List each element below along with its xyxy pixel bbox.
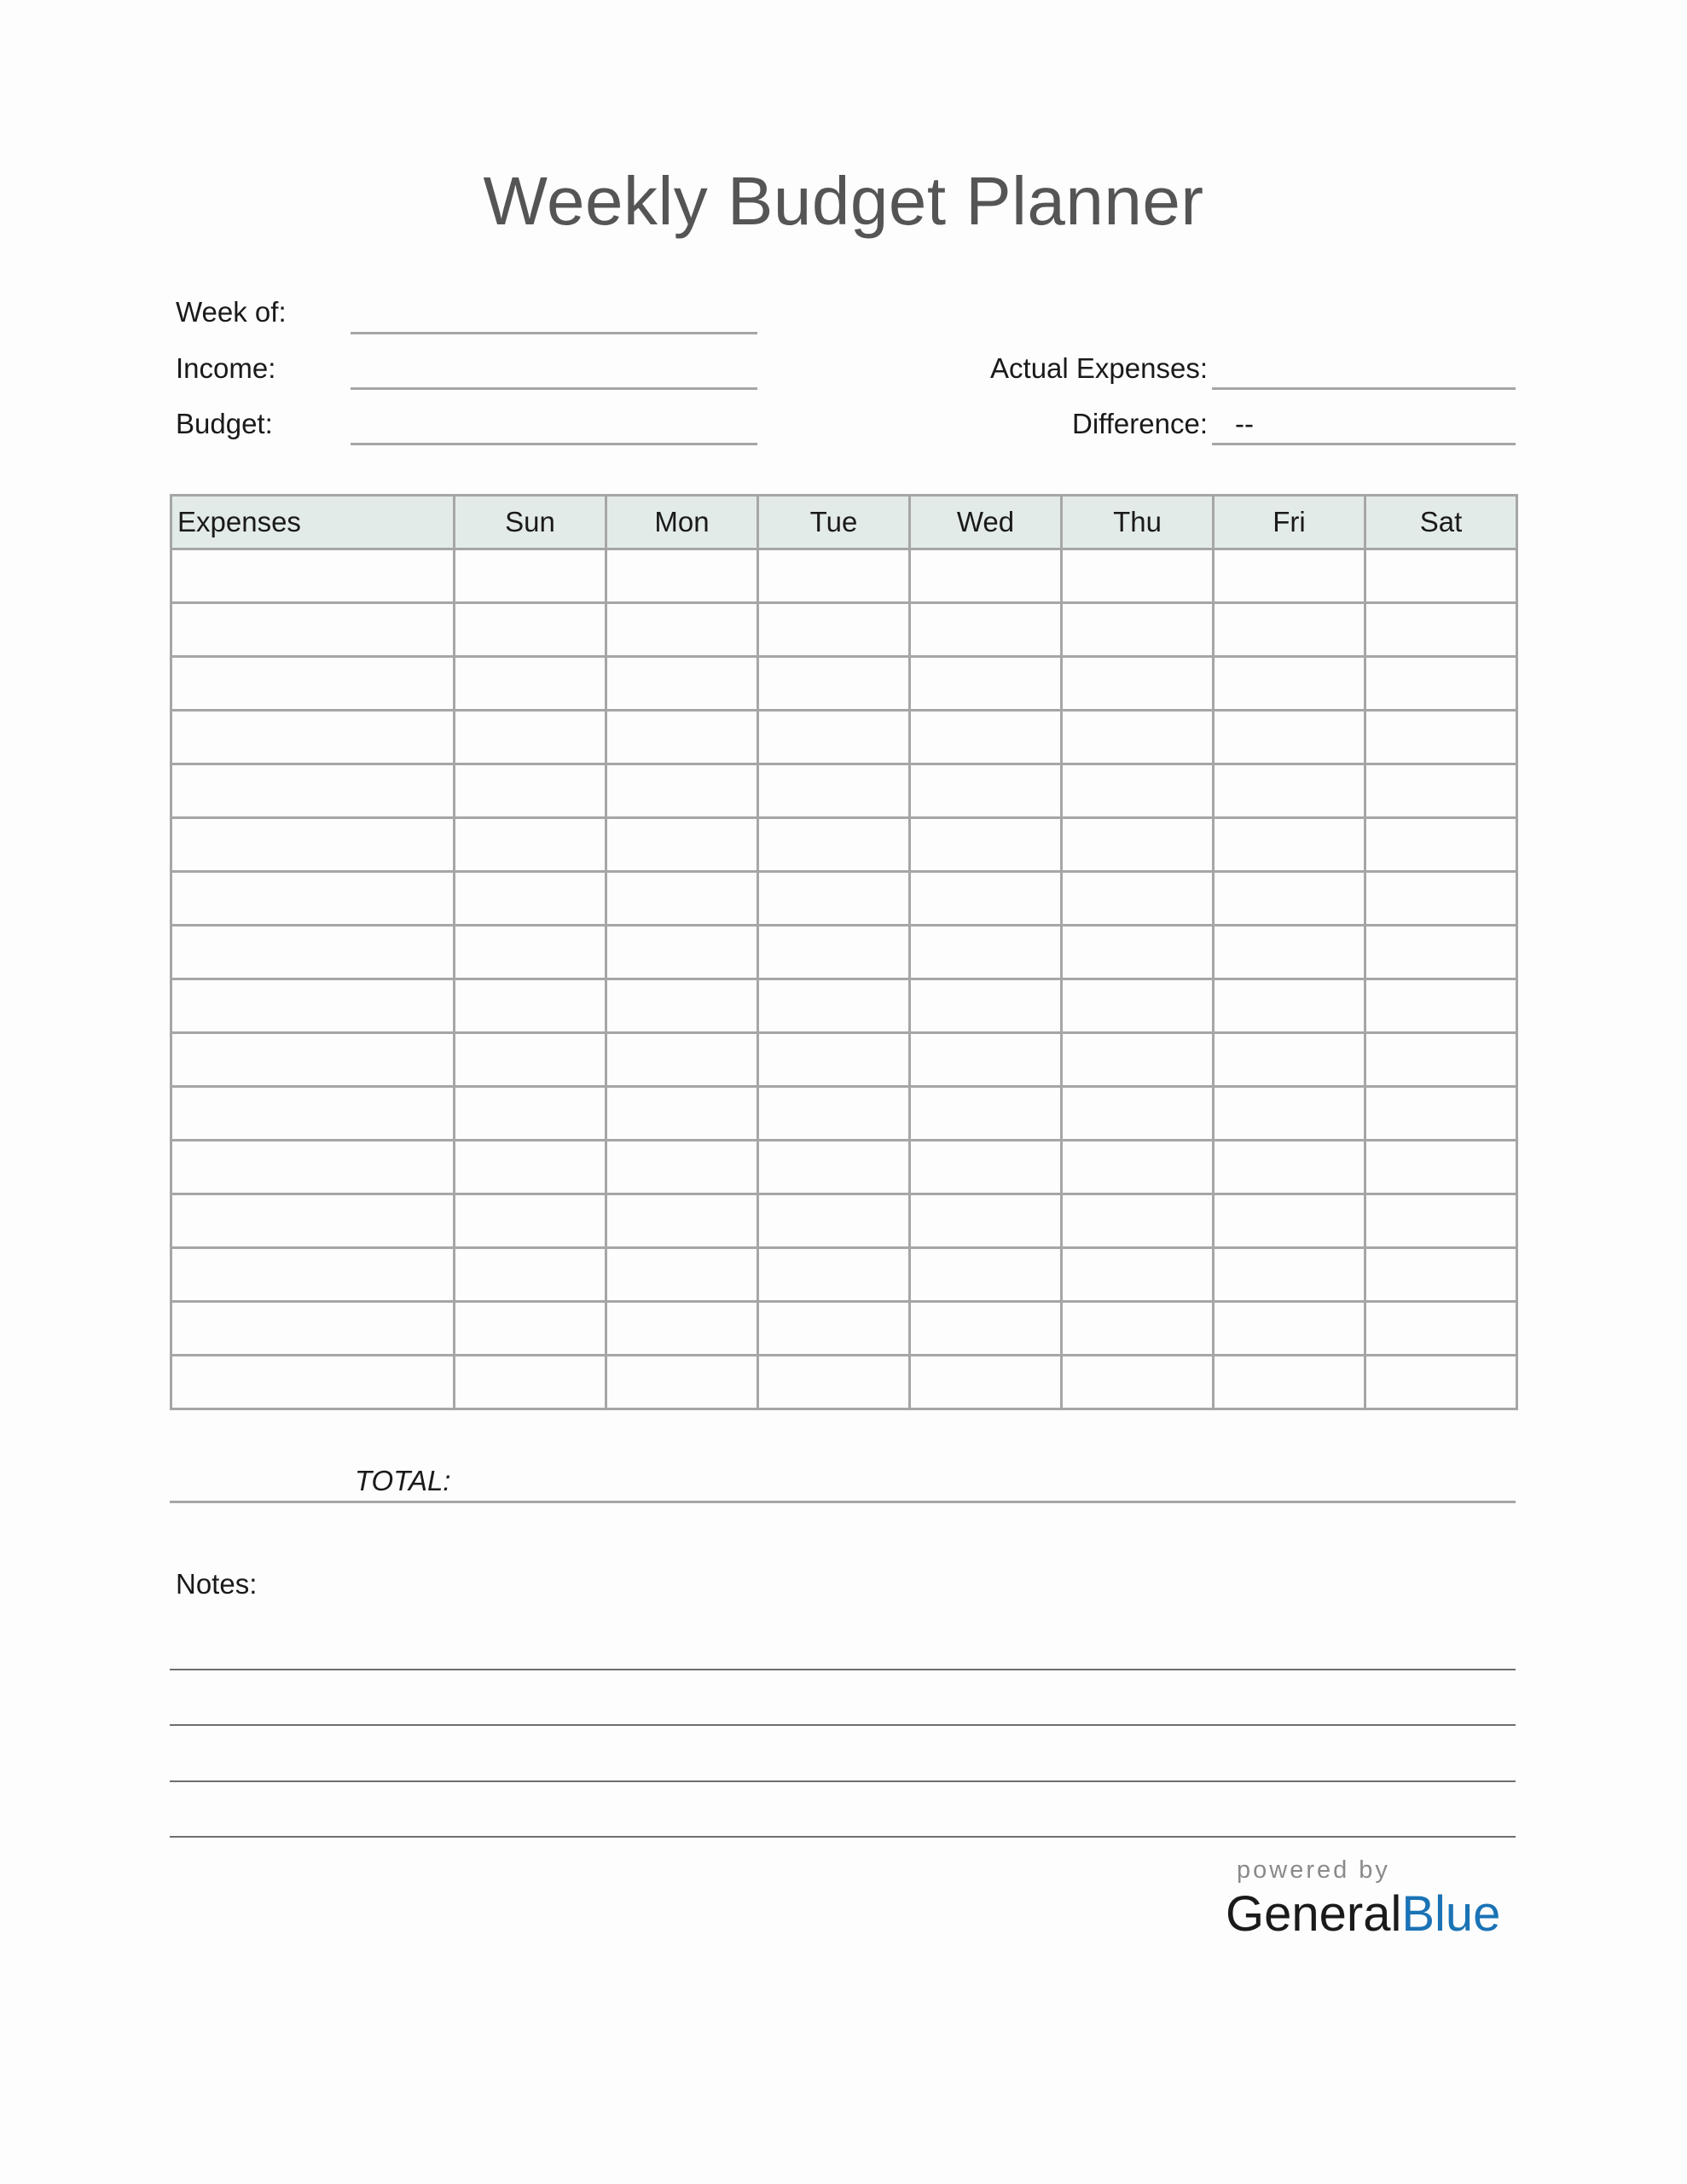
day-amount-cell[interactable]	[1214, 1356, 1365, 1409]
day-amount-cell[interactable]	[1365, 603, 1517, 657]
day-amount-cell[interactable]	[758, 549, 910, 603]
day-amount-cell[interactable]	[1214, 1302, 1365, 1356]
day-amount-cell[interactable]	[455, 711, 606, 764]
table-row	[171, 657, 1517, 711]
day-amount-cell[interactable]	[1062, 872, 1214, 926]
day-amount-cell[interactable]	[910, 926, 1062, 979]
expense-name-cell[interactable]	[171, 979, 455, 1033]
day-amount-cell[interactable]	[910, 1248, 1062, 1302]
day-amount-cell[interactable]	[1062, 926, 1214, 979]
day-amount-cell[interactable]	[910, 764, 1062, 818]
day-amount-cell[interactable]	[1214, 1194, 1365, 1248]
notes-line[interactable]	[170, 1724, 1516, 1726]
day-amount-cell[interactable]	[1214, 1033, 1365, 1087]
budget-label: Budget:	[176, 408, 273, 439]
day-amount-cell[interactable]	[1062, 818, 1214, 872]
table-row	[171, 1248, 1517, 1302]
day-amount-cell[interactable]	[1062, 1356, 1214, 1409]
day-amount-cell[interactable]	[758, 926, 910, 979]
day-amount-cell[interactable]	[910, 657, 1062, 711]
day-amount-cell[interactable]	[1214, 657, 1365, 711]
expense-name-cell[interactable]	[171, 1356, 455, 1409]
day-amount-cell[interactable]	[1365, 979, 1517, 1033]
table-row	[171, 549, 1517, 603]
week-of-field[interactable]	[351, 332, 757, 334]
day-amount-cell[interactable]	[910, 1356, 1062, 1409]
expense-name-cell[interactable]	[171, 872, 455, 926]
day-amount-cell[interactable]	[910, 1033, 1062, 1087]
day-amount-cell[interactable]	[1365, 764, 1517, 818]
day-amount-cell[interactable]	[455, 603, 606, 657]
day-amount-cell[interactable]	[1214, 764, 1365, 818]
day-amount-cell[interactable]	[1214, 711, 1365, 764]
expense-name-cell[interactable]	[171, 1248, 455, 1302]
table-row	[171, 1356, 1517, 1409]
day-amount-cell[interactable]	[1365, 1087, 1517, 1141]
week-of-label: Week of:	[176, 296, 287, 328]
brand-name-general: General	[1226, 1886, 1402, 1942]
day-amount-cell[interactable]	[455, 657, 606, 711]
table-row	[171, 818, 1517, 872]
header-thu: Thu	[1062, 496, 1214, 549]
day-amount-cell[interactable]	[606, 711, 758, 764]
day-amount-cell[interactable]	[910, 872, 1062, 926]
day-amount-cell[interactable]	[606, 549, 758, 603]
expense-name-cell[interactable]	[171, 711, 455, 764]
brand-logo	[1226, 1885, 1500, 1943]
day-amount-cell[interactable]	[1214, 1141, 1365, 1194]
notes-label: Notes:	[176, 1568, 258, 1600]
day-amount-cell[interactable]	[758, 1356, 910, 1409]
day-amount-cell[interactable]	[1062, 1087, 1214, 1141]
day-amount-cell[interactable]	[606, 657, 758, 711]
income-label: Income:	[176, 352, 276, 384]
day-amount-cell[interactable]	[1214, 818, 1365, 872]
day-amount-cell[interactable]	[758, 603, 910, 657]
day-amount-cell[interactable]	[455, 1248, 606, 1302]
table-row	[171, 603, 1517, 657]
expense-name-cell[interactable]	[171, 926, 455, 979]
page-title: Weekly Budget Planner	[483, 163, 1204, 239]
day-amount-cell[interactable]	[455, 1087, 606, 1141]
day-amount-cell[interactable]	[606, 872, 758, 926]
day-amount-cell[interactable]	[1062, 1033, 1214, 1087]
day-amount-cell[interactable]	[1062, 1248, 1214, 1302]
expense-name-cell[interactable]	[171, 657, 455, 711]
day-amount-cell[interactable]	[1214, 1248, 1365, 1302]
expense-name-cell[interactable]	[171, 818, 455, 872]
day-amount-cell[interactable]	[1365, 549, 1517, 603]
day-amount-cell[interactable]	[1214, 603, 1365, 657]
day-amount-cell[interactable]	[758, 872, 910, 926]
day-amount-cell[interactable]	[606, 818, 758, 872]
day-amount-cell[interactable]	[455, 872, 606, 926]
day-amount-cell[interactable]	[758, 764, 910, 818]
day-amount-cell[interactable]	[455, 979, 606, 1033]
expense-name-cell[interactable]	[171, 764, 455, 818]
income-field[interactable]	[351, 387, 757, 390]
difference-value: --	[1235, 408, 1254, 439]
day-amount-cell[interactable]	[1365, 818, 1517, 872]
day-amount-cell[interactable]	[606, 1248, 758, 1302]
notes-line[interactable]	[170, 1780, 1516, 1782]
day-amount-cell[interactable]	[455, 764, 606, 818]
day-amount-cell[interactable]	[1365, 1302, 1517, 1356]
table-row	[171, 1194, 1517, 1248]
day-amount-cell[interactable]	[1062, 1194, 1214, 1248]
day-amount-cell[interactable]	[910, 1141, 1062, 1194]
day-amount-cell[interactable]	[455, 1356, 606, 1409]
difference-label: Difference:	[1072, 408, 1208, 439]
day-amount-cell[interactable]	[758, 1087, 910, 1141]
day-amount-cell[interactable]	[1365, 1356, 1517, 1409]
total-label: TOTAL:	[355, 1465, 451, 1496]
expense-name-cell[interactable]	[171, 1194, 455, 1248]
day-amount-cell[interactable]	[758, 1302, 910, 1356]
day-amount-cell[interactable]	[1365, 657, 1517, 711]
day-amount-cell[interactable]	[455, 926, 606, 979]
day-amount-cell[interactable]	[606, 1033, 758, 1087]
day-amount-cell[interactable]	[1365, 1194, 1517, 1248]
day-amount-cell[interactable]	[606, 1087, 758, 1141]
day-amount-cell[interactable]	[606, 1194, 758, 1248]
day-amount-cell[interactable]	[910, 979, 1062, 1033]
day-amount-cell[interactable]	[1365, 711, 1517, 764]
day-amount-cell[interactable]	[455, 1033, 606, 1087]
table-row	[171, 1141, 1517, 1194]
expense-name-cell[interactable]	[171, 549, 455, 603]
day-amount-cell[interactable]	[758, 711, 910, 764]
notes-line[interactable]	[170, 1669, 1516, 1670]
day-amount-cell[interactable]	[1062, 603, 1214, 657]
day-amount-cell[interactable]	[758, 1248, 910, 1302]
expense-name-cell[interactable]	[171, 1033, 455, 1087]
day-amount-cell[interactable]	[1214, 872, 1365, 926]
day-amount-cell[interactable]	[1214, 1087, 1365, 1141]
table-row	[171, 872, 1517, 926]
day-amount-cell[interactable]	[910, 549, 1062, 603]
budget-field[interactable]	[351, 443, 757, 445]
day-amount-cell[interactable]	[455, 1302, 606, 1356]
expense-name-cell[interactable]	[171, 1302, 455, 1356]
day-amount-cell[interactable]	[910, 1087, 1062, 1141]
table-header-row	[171, 496, 1517, 549]
header-mon: Mon	[606, 496, 758, 549]
header-fri: Fri	[1214, 496, 1365, 549]
day-amount-cell[interactable]	[1365, 1141, 1517, 1194]
expense-name-cell[interactable]	[171, 603, 455, 657]
table-row	[171, 1033, 1517, 1087]
day-amount-cell[interactable]	[1214, 549, 1365, 603]
table-row	[171, 764, 1517, 818]
table-row	[171, 1302, 1517, 1356]
table-row	[171, 711, 1517, 764]
day-amount-cell[interactable]	[1062, 1302, 1214, 1356]
header-expenses: Expenses	[171, 496, 455, 549]
day-amount-cell[interactable]	[606, 603, 758, 657]
day-amount-cell[interactable]	[606, 1141, 758, 1194]
notes-line[interactable]	[170, 1836, 1516, 1838]
table-row	[171, 926, 1517, 979]
day-amount-cell[interactable]	[1062, 657, 1214, 711]
table-row	[171, 979, 1517, 1033]
header-wed: Wed	[910, 496, 1062, 549]
day-amount-cell[interactable]	[1062, 979, 1214, 1033]
day-amount-cell[interactable]	[910, 1302, 1062, 1356]
day-amount-cell[interactable]	[606, 764, 758, 818]
day-amount-cell[interactable]	[758, 1141, 910, 1194]
day-amount-cell[interactable]	[606, 926, 758, 979]
day-amount-cell[interactable]	[758, 657, 910, 711]
actual-expenses-label: Actual Expenses:	[990, 352, 1208, 384]
day-amount-cell[interactable]	[1365, 872, 1517, 926]
day-amount-cell[interactable]	[1062, 711, 1214, 764]
day-amount-cell[interactable]	[758, 1194, 910, 1248]
day-amount-cell[interactable]	[1365, 1033, 1517, 1087]
day-amount-cell[interactable]	[1062, 549, 1214, 603]
day-amount-cell[interactable]	[910, 603, 1062, 657]
actual-expenses-field[interactable]	[1212, 387, 1516, 390]
day-amount-cell[interactable]	[1214, 926, 1365, 979]
header-tue: Tue	[758, 496, 910, 549]
expense-name-cell[interactable]	[171, 1087, 455, 1141]
header-sun: Sun	[455, 496, 606, 549]
day-amount-cell[interactable]	[758, 979, 910, 1033]
day-amount-cell[interactable]	[455, 818, 606, 872]
day-amount-cell[interactable]	[606, 979, 758, 1033]
day-amount-cell[interactable]	[758, 1033, 910, 1087]
table-row	[171, 1087, 1517, 1141]
day-amount-cell[interactable]	[758, 818, 910, 872]
day-amount-cell[interactable]	[910, 711, 1062, 764]
day-amount-cell[interactable]	[606, 1302, 758, 1356]
day-amount-cell[interactable]	[910, 818, 1062, 872]
day-amount-cell[interactable]	[1365, 926, 1517, 979]
expense-name-cell[interactable]	[171, 1141, 455, 1194]
header-sat: Sat	[1365, 496, 1517, 549]
day-amount-cell[interactable]	[1214, 979, 1365, 1033]
day-amount-cell[interactable]	[1062, 764, 1214, 818]
day-amount-cell[interactable]	[1365, 1248, 1517, 1302]
powered-by-text: powered by	[1237, 1856, 1390, 1884]
difference-field[interactable]	[1212, 443, 1516, 445]
total-line	[170, 1501, 1516, 1503]
day-amount-cell[interactable]	[455, 1141, 606, 1194]
day-amount-cell[interactable]	[455, 549, 606, 603]
day-amount-cell[interactable]	[606, 1356, 758, 1409]
brand-name-blue: Blue	[1401, 1886, 1501, 1942]
day-amount-cell[interactable]	[455, 1194, 606, 1248]
expenses-table	[170, 494, 1518, 1410]
day-amount-cell[interactable]	[1062, 1141, 1214, 1194]
day-amount-cell[interactable]	[910, 1194, 1062, 1248]
